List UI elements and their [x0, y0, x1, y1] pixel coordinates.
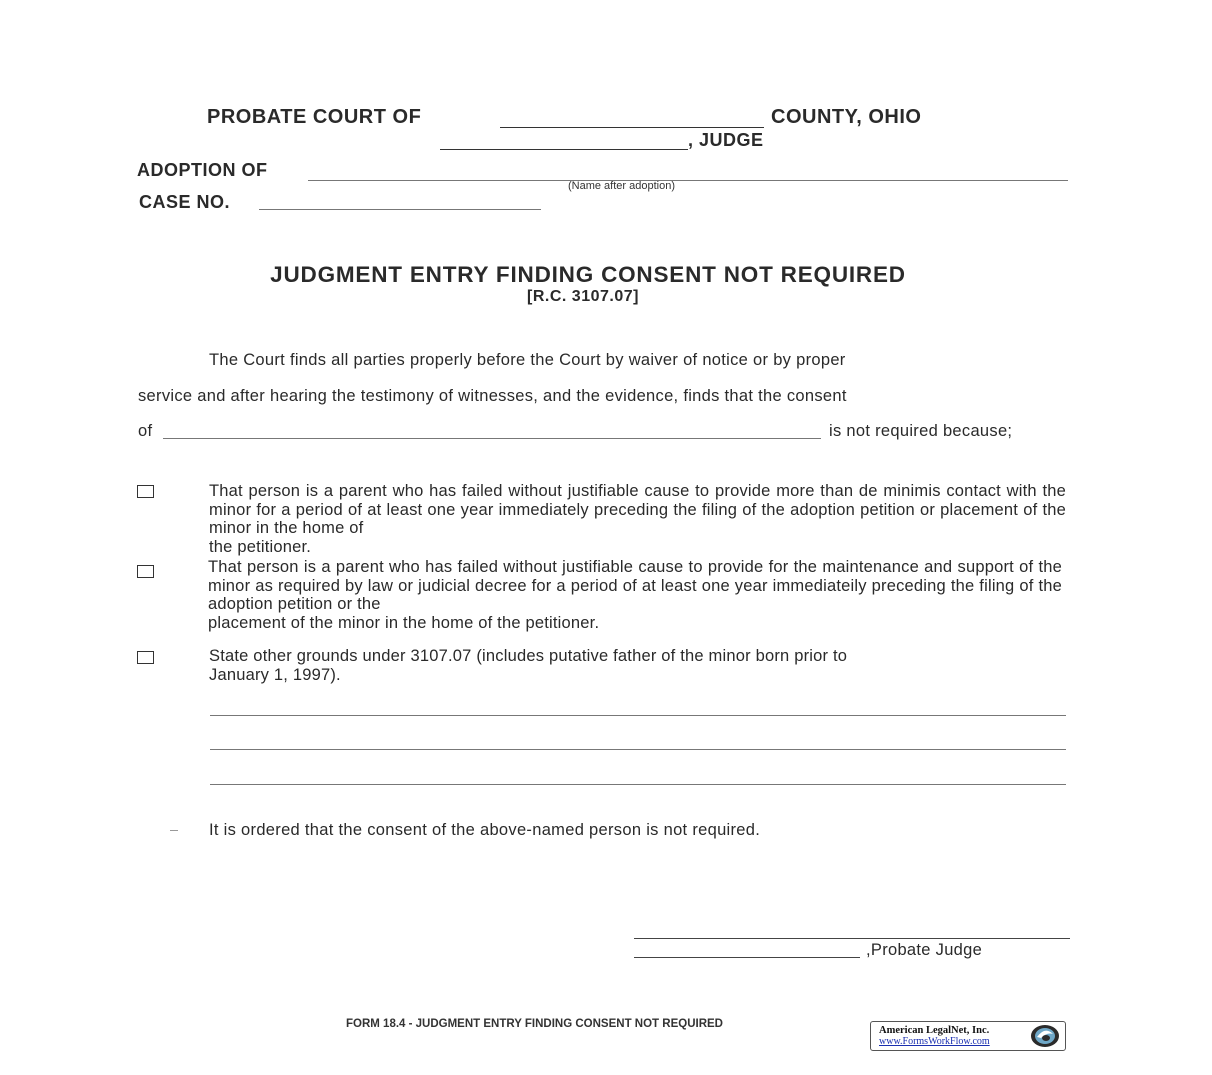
signature-line[interactable] [634, 938, 1070, 939]
legalnet-logo[interactable] [870, 1021, 1066, 1051]
legalnet-swirl-icon [1029, 1024, 1061, 1048]
judge-label: , JUDGE [688, 130, 764, 150]
adoption-hint: (Name after adoption) [568, 180, 675, 192]
judge-signature-name-field[interactable] [634, 957, 860, 958]
ground-2-checkbox[interactable] [137, 565, 154, 578]
probate-judge-label: ,Probate Judge [866, 941, 983, 959]
ground-3-text [209, 647, 1061, 684]
ground-1-last: the petitioner. [209, 537, 312, 556]
of-label: of [138, 422, 153, 440]
findings-line-1: The Court finds all parties properly before the Court by waiver of notice or by proper [209, 351, 846, 369]
statute-ref: [R.C. 3107.07] [527, 288, 639, 305]
ground-2-body: That person is a parent who has failed without justifiable cause to provide for the maintenance and support of the minor as required by law or judicial decree for a period of at least one year immediateily preceding the filing of the adoption petition or the [208, 558, 1062, 613]
ground-1-text [209, 482, 1066, 556]
ground-2-last: placement of the minor in the home of the petitioner. [208, 613, 600, 632]
other-grounds-line-1[interactable] [210, 715, 1066, 716]
judge-name-field[interactable] [440, 149, 688, 150]
adoption-label: ADOPTION OF [137, 160, 268, 180]
case-label: CASE NO. [139, 192, 231, 212]
county-name-field[interactable] [500, 127, 764, 128]
brand-name: American LegalNet, Inc. [879, 1025, 990, 1036]
not-required-label: is not required because; [829, 422, 1013, 440]
ground-3-checkbox[interactable] [137, 651, 154, 664]
order-dash [170, 830, 178, 831]
page-title: JUDGMENT ENTRY FINDING CONSENT NOT REQUIRED [270, 262, 906, 287]
adoption-name-field[interactable] [308, 180, 1068, 181]
other-grounds-line-2[interactable] [210, 749, 1066, 750]
ground-1-body: That person is a parent who has failed without justifiable cause to provide more than de minimis contact with the minor for a period of at least one year immediately preceding the filing of the adoption petition or placement of the minor in the home of [209, 482, 1066, 537]
ground-2-text [208, 558, 1062, 632]
case-number-field[interactable] [259, 209, 541, 210]
ground-1-checkbox[interactable] [137, 485, 154, 498]
order-text: It is ordered that the consent of the above-named person is not required. [209, 821, 761, 839]
person-name-field[interactable] [163, 438, 821, 439]
court-prefix: PROBATE COURT OF [207, 106, 422, 128]
brand-url[interactable]: www.FormsWorkFlow.com [879, 1036, 990, 1047]
other-grounds-line-3[interactable] [210, 784, 1066, 785]
ground-3-last: January 1, 1997). [209, 665, 341, 684]
ground-3-body: State other grounds under 3107.07 (includes putative father of the minor born prior to [209, 647, 848, 665]
form-footer: FORM 18.4 - JUDGMENT ENTRY FINDING CONSENT NOT REQUIRED [346, 1018, 723, 1030]
court-suffix: COUNTY, OHIO [771, 106, 922, 128]
findings-line-2: service and after hearing the testimony of witnesses, and the evidence, finds that the consent [138, 387, 847, 405]
